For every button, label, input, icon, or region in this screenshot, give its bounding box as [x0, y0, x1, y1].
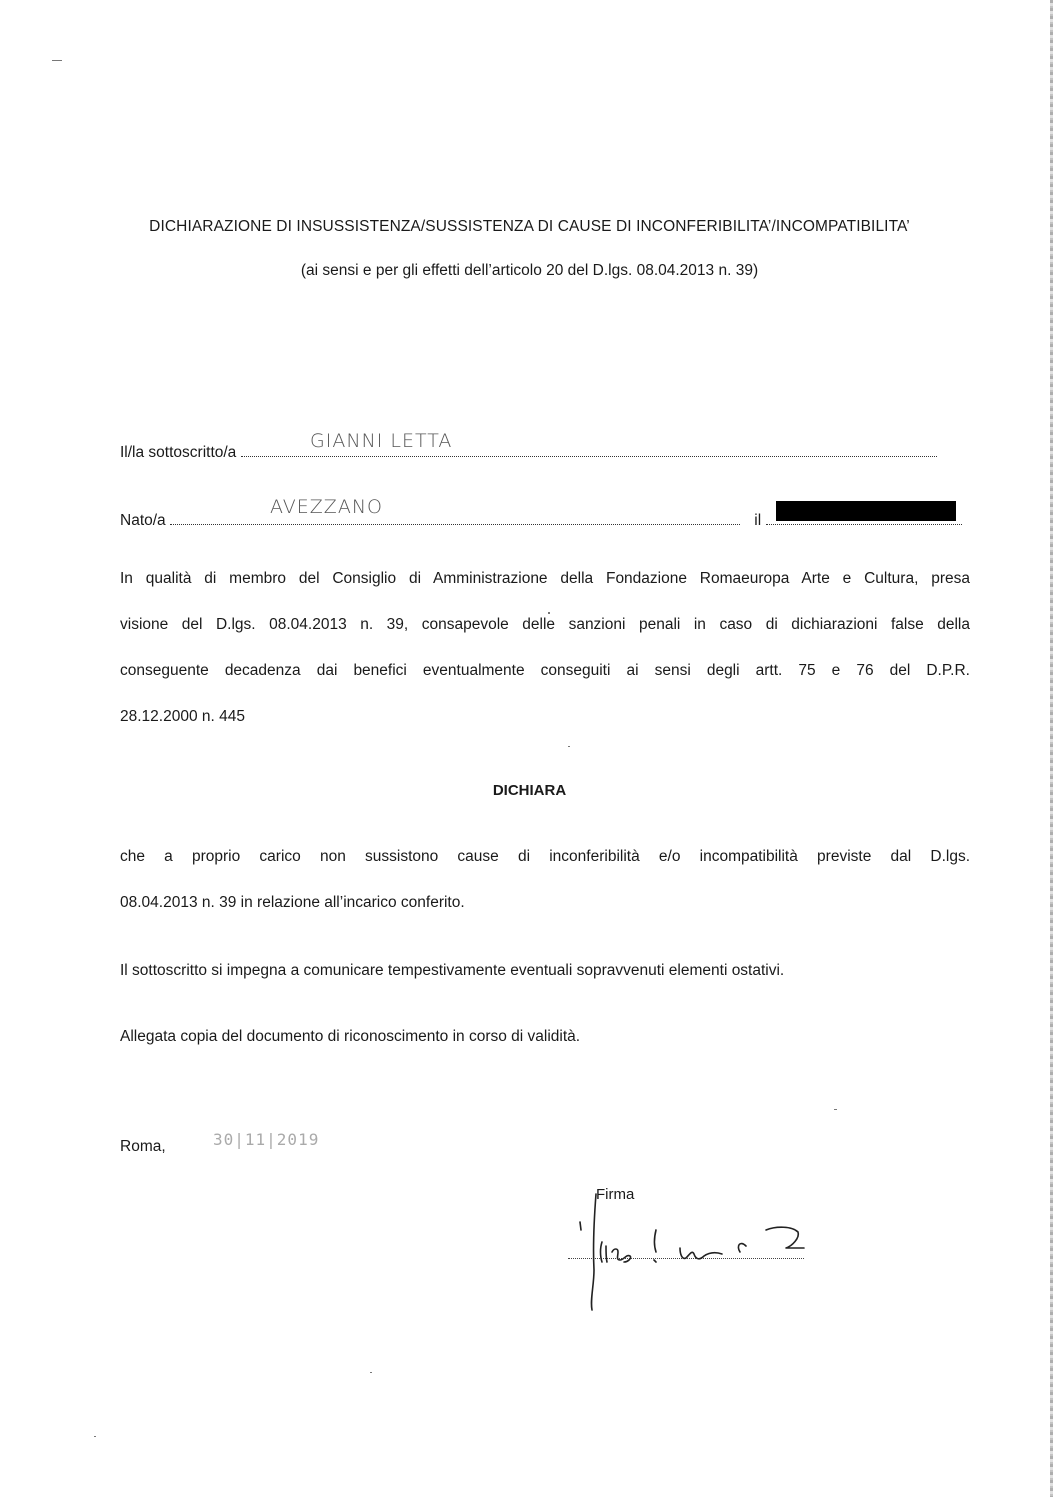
signatory-label: Il/la sottoscritto/a: [120, 444, 237, 461]
date-handwritten-value: 30|11|2019: [213, 1130, 320, 1149]
birthplace-dotted-line: [170, 510, 740, 525]
declaration-line: che a proprio carico non sussistono cause di inconferibilità e/o incompatibilità previste dal D.lgs.: [120, 848, 970, 865]
signature-label: Firma: [596, 1186, 635, 1203]
birthplace-label: Nato/a: [120, 512, 166, 529]
document-subtitle: (ai sensi e per gli effetti dell’articolo 20 del D.lgs. 08.04.2013 n. 39): [300, 262, 759, 279]
birthdate-label: il: [754, 512, 762, 529]
declaration-heading: DICHIARA: [492, 782, 567, 799]
intro-line: conseguente decadenza dai benefici eventualmente conseguiti ai sensi degli artt. 75 e 76 del D.P.R.: [120, 662, 970, 679]
scan-speck: [94, 1436, 96, 1437]
commitment-text: Il sottoscritto si impegna a comunicare tempestivamente eventuali sopravvenuti elementi ostativi.: [120, 962, 785, 979]
scan-speck: [370, 1372, 372, 1373]
birthdate-redaction: [776, 501, 956, 521]
scan-speck: [834, 1109, 837, 1110]
intro-line: visione del D.lgs. 08.04.2013 n. 39, consapevole delle sanzioni penali in caso di dichiarazioni false della: [120, 616, 970, 633]
place-label: Roma,: [120, 1138, 166, 1155]
declaration-line: 08.04.2013 n. 39 in relazione all’incarico conferito.: [120, 894, 465, 911]
scan-speck: [568, 746, 570, 747]
signatory-handwritten-value: GIANNI LETTA: [310, 430, 453, 452]
intro-line: In qualità di membro del Consiglio di Amministrazione della Fondazione Romaeuropa Arte e Cultura, presa: [120, 570, 970, 587]
handwritten-signature: [560, 1190, 840, 1320]
intro-paragraph: [120, 556, 970, 740]
signatory-row: [120, 442, 937, 462]
document-title: DICHIARAZIONE DI INSUSSISTENZA/SUSSISTENZA DI CAUSE DI INCONFERIBILITA’/INCOMPATIBILITA’: [149, 218, 910, 235]
birthplace-handwritten-value: AVEZZANO: [270, 496, 383, 518]
intro-line: 28.12.2000 n. 445: [120, 708, 245, 725]
declaration-paragraph: [120, 834, 970, 926]
attachment-text: Allegata copia del documento di riconoscimento in corso di validità.: [120, 1028, 581, 1045]
scan-speck: [52, 60, 62, 61]
